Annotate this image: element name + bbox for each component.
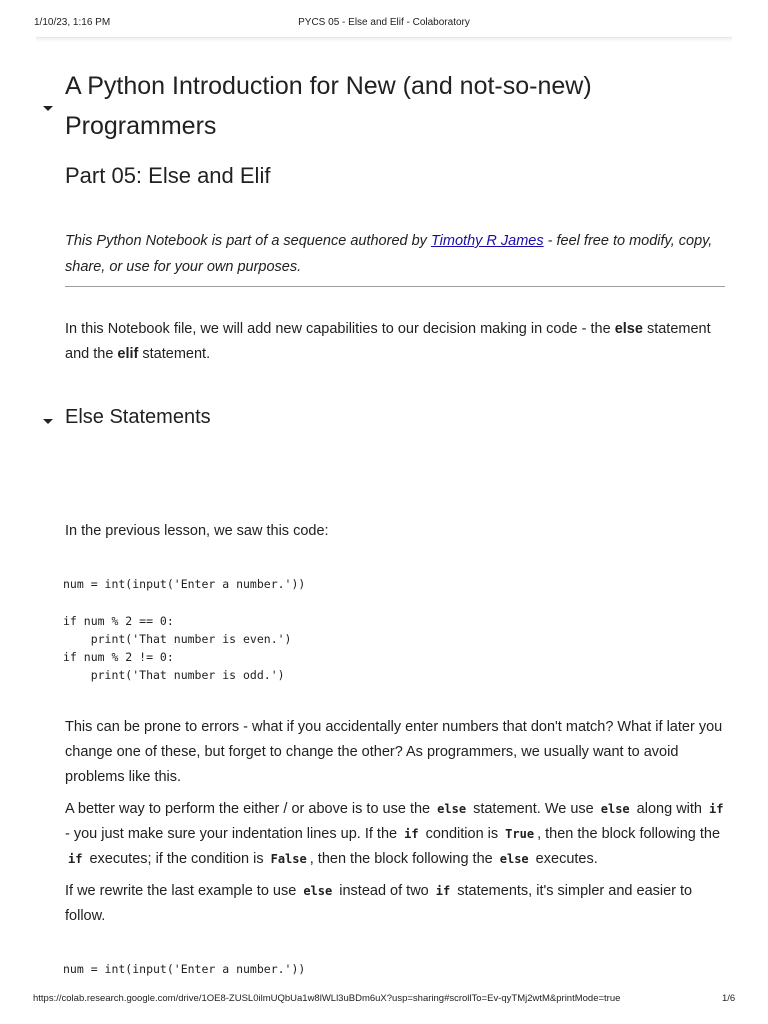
better-way-paragraph: A better way to perform the either / or above is to use the else statement. We use else along with if - you just make sure your indentation lines up. If the if condition is True , then the block following the if executes; if the condition is False , then the block following the else executes. [65,801,724,867]
intro-text: This Python Notebook is part of a sequence authored by Timothy R James - feel free to modify, copy, share, or use for your own purposes. [65,233,713,275]
toolbar-shadow [36,37,732,42]
author-link[interactable]: Timothy R James [430,233,544,249]
notebook-title: A Python Introduction for New (and not-so-new) Programmers [65,72,592,140]
caret-down-icon[interactable] [43,419,53,424]
print-url: https://colab.research.google.com/drive/1OE8-ZUSL0ilmUQbUa1w8lWLl3uBDm6uX?usp=sharing#scrollTo=Ev-qyTMj2wtM&printMode=true [33,993,621,1004]
caret-down-icon[interactable] [43,106,53,111]
divider [65,286,725,287]
previous-lesson-text: In the previous lesson, we saw this code: [65,523,329,539]
overview-text: In this Notebook file, we will add new capabilities to our decision making in code - the else statement and the elif statement. [65,321,711,362]
print-header [0,17,768,31]
rewrite-paragraph: If we rewrite the last example to use else instead of two if statements, it's simpler and easier to follow. [65,883,693,924]
print-title: PYCS 05 - Else and Elif - Colaboratory [298,17,470,28]
print-date: 1/10/23, 1:16 PM [34,17,111,28]
section-heading-else: Else Statements [65,406,211,428]
part-heading: Part 05: Else and Elif [65,163,271,188]
page-number: 1/6 [722,993,736,1004]
code-cell-else[interactable]: num = int(input('Enter a number.')) [63,962,306,976]
errors-paragraph: This can be prone to errors - what if you accidentally enter numbers that don't match? What if later you change one of these, but forget to change the other? As programmers, we usually want to avoid problems like this. [65,719,723,785]
code-cell-if-if[interactable]: num = int(input('Enter a number.')) if num % 2 == 0: print('That number is even.') if num % 2 != 0: print('That number is odd.') [63,577,306,683]
